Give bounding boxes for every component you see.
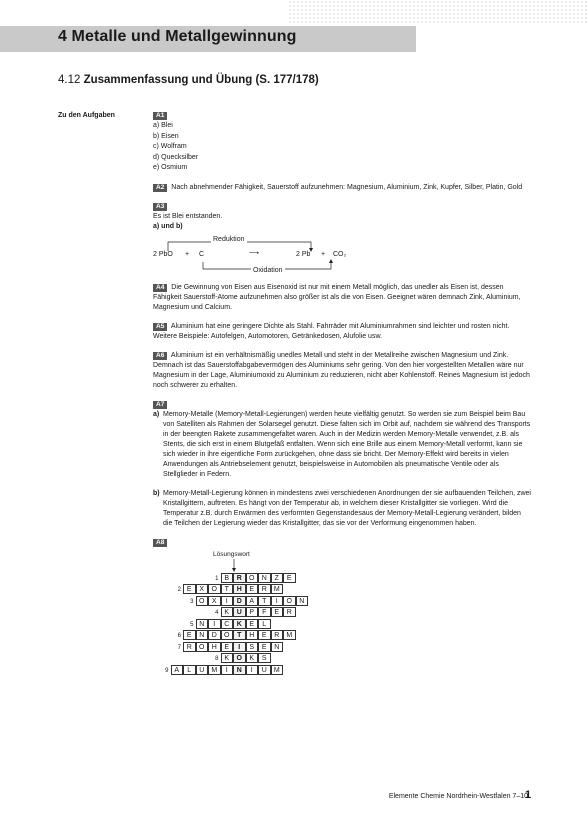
- crossword-cell: M: [271, 665, 284, 675]
- solution-arrow-icon: [228, 559, 240, 573]
- page-number: 1: [525, 789, 532, 801]
- crossword-cell: O: [208, 584, 221, 594]
- crossword-cell: C: [221, 619, 234, 629]
- crossword-cell: T: [258, 596, 271, 606]
- a7-part-b: [153, 489, 531, 529]
- crossword-cell: E: [258, 642, 271, 652]
- crossword-cell: O: [246, 573, 259, 583]
- a1-item: e) Osmium: [153, 164, 188, 171]
- crossword-solution-cell: N: [233, 665, 246, 675]
- crossword-row-number: 5: [190, 621, 194, 628]
- crossword-cell: I: [271, 596, 284, 606]
- crossword-cell: O: [196, 596, 209, 606]
- oxidation-label: Oxidation: [253, 266, 283, 274]
- crossword-cell: M: [271, 584, 284, 594]
- section-heading: Zusammenfassung und Übung (S. 177/178): [83, 74, 319, 86]
- answers-content: [153, 111, 531, 683]
- crossword-cell: P: [246, 607, 259, 617]
- crossword-cell: H: [246, 630, 259, 640]
- crossword-cell: K: [221, 607, 234, 617]
- crossword-cell: E: [183, 584, 196, 594]
- crossword-cell: N: [258, 573, 271, 583]
- crossword-row-number: 8: [215, 656, 219, 662]
- crossword: [153, 548, 353, 683]
- crossword-cell: X: [208, 596, 221, 606]
- crossword-row-number: 1: [215, 575, 219, 582]
- crossword-solution-cell: I: [233, 642, 246, 652]
- crossword-row-number: 9: [165, 667, 169, 674]
- a3-line1: Es ist Blei entstanden.: [153, 212, 223, 220]
- reactant-pbo: 2 PbO: [153, 250, 173, 258]
- crossword-cell: O: [196, 642, 209, 652]
- a7-part-a: [153, 410, 531, 480]
- crossword-row-number: 7: [177, 644, 181, 651]
- footer-text: Elemente Chemie Nordrhein-Westfalen 7–10: [388, 793, 528, 800]
- product-pb: 2 Pb: [296, 250, 311, 258]
- crossword-cell: K: [221, 653, 234, 663]
- answer-a4: [153, 283, 531, 313]
- crossword-cell: U: [196, 665, 209, 675]
- plus-sign: +: [185, 250, 190, 258]
- crossword-cell: I: [221, 596, 234, 606]
- crossword-cell: I: [208, 619, 221, 629]
- crossword-row-number: 6: [177, 633, 181, 639]
- crossword-cell: R: [283, 607, 296, 617]
- answer-a5: [153, 322, 531, 342]
- crossword-cell: L: [183, 665, 196, 675]
- crossword-cell: L: [258, 619, 271, 629]
- answer-a8: [153, 538, 531, 683]
- crossword-cell: H: [208, 642, 221, 652]
- answer-a1: [153, 111, 531, 174]
- task-tag: A6: [153, 352, 167, 360]
- task-tag: A7: [153, 401, 167, 409]
- section-title: [58, 74, 319, 86]
- side-label: Zu den Aufgaben: [58, 112, 115, 119]
- a1-item: b) Eisen: [153, 132, 179, 140]
- crossword-cell: E: [258, 630, 271, 640]
- crossword-cell: X: [196, 584, 209, 594]
- crossword-cell: N: [196, 619, 209, 629]
- crossword-cell: N: [271, 642, 284, 652]
- task-tag: A5: [153, 323, 167, 331]
- crossword-cell: O: [283, 596, 296, 606]
- header-speckle-decoration: [288, 0, 588, 24]
- crossword-solution-cell: U: [233, 607, 246, 617]
- crossword-cell: A: [246, 596, 259, 606]
- crossword-solution-cell: O: [233, 653, 246, 663]
- a5-text: Aluminium hat eine geringere Dichte als Stahl. Fahrräder mit Aluminiumrahmen sind leichter und rosten nicht. Weitere Beispiele: Autofelgen, Automotoren, Getränkedosen, Alufolie usw.: [153, 322, 510, 340]
- crossword-row-number: 2: [177, 587, 181, 593]
- crossword-cell: B: [221, 573, 234, 583]
- crossword-cell: M: [208, 665, 221, 675]
- task-tag: A1: [153, 112, 167, 120]
- reduction-label: Reduktion: [213, 235, 245, 243]
- crossword-cell: S: [246, 642, 259, 652]
- crossword-cell: D: [208, 630, 221, 640]
- crossword-row-number: 3: [190, 598, 194, 605]
- a1-item: c) Wolfram: [153, 143, 187, 150]
- crossword-cell: M: [283, 630, 296, 640]
- a7-b-label: b): [153, 489, 160, 497]
- crossword-cell: S: [258, 653, 271, 663]
- crossword-cell: I: [246, 665, 259, 675]
- redox-reaction: [153, 233, 393, 277]
- crossword-cell: E: [283, 573, 296, 583]
- crossword-row-number: 4: [215, 610, 219, 616]
- a6-text: Aluminium ist ein verhältnismäßig unedles Metall und steht in der Metallreihe zwischen Magnesium und Zink. Demnach ist das Sauerstoffabgabevermögen des Aluminiums sehr gering. Von den hier vorgestellten Metallen wäre nur Magnesium in der Lage, Aluminiumoxid zu Aluminium zu reduzieren, nicht aber Kohlenstoff. Reines Magnesium ist jedoch noch schwerer zu erhalten.: [153, 351, 530, 389]
- plus-sign: +: [321, 250, 326, 258]
- reaction-arrow: ⟶: [249, 249, 260, 257]
- a7-a-text: Memory-Metalle (Memory-Metall-Legierungen) werden heute vielfältig genutzt. So werden sie zum Beispiel beim Bau von Satelliten als Rahmen der Solarsegel genutzt. Diese falten sich im Orbit auf, nachdem sie während des Transports in der beengten Rakete zusammengefaltet waren. Auch in der Medizin werden Memory-Metalle verwendet, z.B. als Stents, die sich erst in einem Blutgefäß entfalten. Wenn sich eine Brille aus einem Memory-Metall verformt, kann sie sich wieder in ihre eigentliche Form zurückgehen, ohne dass sie bricht. Der Memory-Effekt wird bereits in vielen Anwendungen als Antriebselement genutzt, beispielsweise in Automobilen als pneumatische Ventile oder als Stellglieder in Federn.: [163, 410, 531, 478]
- crossword-cell: E: [271, 607, 284, 617]
- crossword-cell: E: [246, 584, 259, 594]
- crossword-cell: N: [296, 596, 309, 606]
- answer-a2: [153, 183, 531, 193]
- crossword-cell: R: [183, 642, 196, 652]
- crossword-solution-cell: T: [233, 630, 246, 640]
- crossword-cell: R: [258, 584, 271, 594]
- crossword-cell: N: [196, 630, 209, 640]
- crossword-cell: T: [221, 584, 234, 594]
- product-co2: CO₂: [333, 250, 347, 258]
- a3-line2: a) und b): [153, 222, 183, 230]
- crossword-cell: A: [171, 665, 184, 675]
- crossword-cell: R: [271, 630, 284, 640]
- task-tag: A4: [153, 284, 167, 292]
- a1-item: d) Quecksilber: [153, 153, 199, 161]
- crossword-cell: E: [221, 642, 234, 652]
- a7-b-text: Memory-Metall-Legierung können in mindestens zwei verschiedenen Anordnungen der sie aufbauenden Teilchen, zwei Kristallgittern, auftreten. Es hängt von der Temperatur ab, in welchem dieser Kristallgitter sie vorliegen. Wird die Temperatur z.B. durch Erwärmen des verformten Gegenstandesaus der Memory-Metall-Legierung verändert, bilden die Teilchen der Legierung wieder das Kristallgitter, das sie vor der Verformung eingenommen haben.: [163, 489, 531, 527]
- a1-item: a) Blei: [153, 122, 173, 129]
- solution-word-label: Lösungswort: [213, 550, 250, 558]
- answer-a7: [153, 400, 531, 529]
- reactant-c: C: [199, 250, 205, 258]
- crossword-cell: O: [221, 630, 234, 640]
- task-tag: A8: [153, 539, 167, 547]
- section-number: 4.12: [58, 74, 81, 86]
- crossword-cell: E: [183, 630, 196, 640]
- crossword-cell: I: [221, 665, 234, 675]
- crossword-cell: U: [258, 665, 271, 675]
- task-tag: A2: [153, 184, 167, 192]
- crossword-cell: F: [258, 607, 271, 617]
- crossword-solution-cell: H: [233, 584, 246, 594]
- chapter-title: 4 Metalle und Metallgewinnung: [58, 28, 297, 45]
- answer-a6: [153, 351, 531, 391]
- answer-a3: [153, 202, 531, 277]
- a4-text: Die Gewinnung von Eisen aus Eisenoxid ist nur mit einem Metall möglich, das unedler als Eisen ist, dessen Fähigkeit Sauerstoff-Atome aufzunehmen also größer ist als die von Eisen. Geeignet wären demnach Zink, Aluminium, Magnesium und Calcium.: [153, 283, 521, 311]
- crossword-solution-cell: R: [233, 573, 246, 583]
- crossword-solution-cell: D: [233, 596, 246, 606]
- a7-a-label: a): [153, 410, 160, 418]
- crossword-cell: Z: [271, 573, 284, 583]
- a2-text: Nach abnehmender Fähigkeit, Sauerstoff aufzunehmen: Magnesium, Aluminium, Zink, Kupfer, Silber, Platin, Gold: [171, 183, 523, 191]
- crossword-cell: E: [246, 619, 259, 629]
- a1-list: [153, 121, 531, 174]
- task-tag: A3: [153, 203, 167, 211]
- crossword-solution-cell: K: [233, 619, 246, 629]
- crossword-cell: K: [246, 653, 259, 663]
